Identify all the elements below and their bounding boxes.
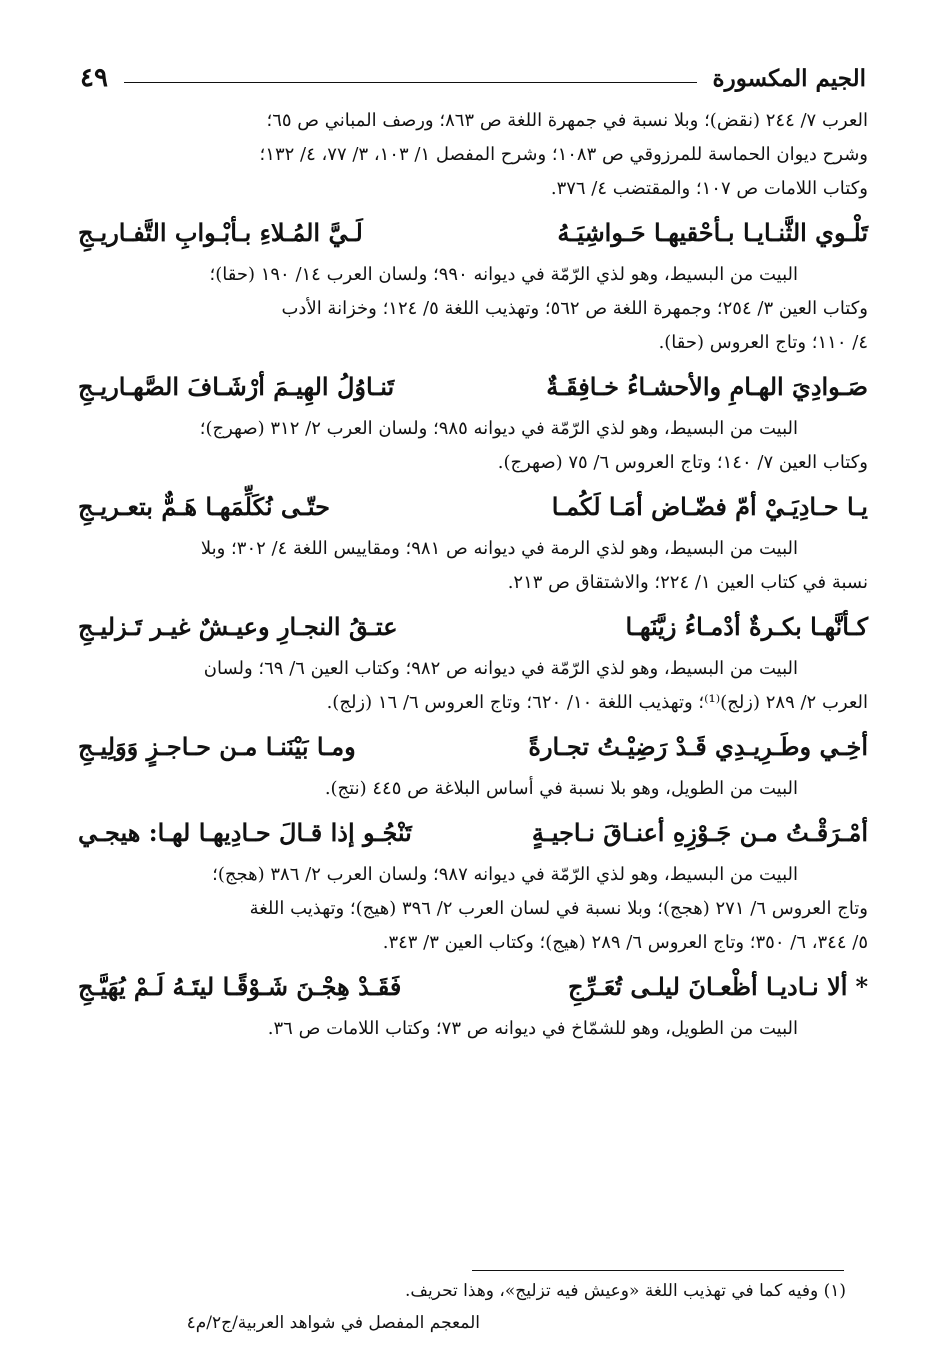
reference-line: البيت من الطويل، وهو للشمّاخ في ديوانه ص ٧٣؛ وكتاب اللامات ص ٣٦.	[267, 1018, 798, 1039]
verse-hemistich-second: لَـيَّ المُـلاءِ بـأبْـوابِ التَّفـاريـجِ	[78, 218, 363, 247]
page-signature: المعجم المفصل في شواهد العربية/ج٢/م٤	[186, 1313, 480, 1333]
verse-hemistich-second: فَقَـدْ هِجْـنَ شَـوْقًـا ليتَـهُ لَـمْ يُهَيَّـجِ	[78, 972, 402, 1001]
reference-paragraph	[78, 652, 868, 720]
verse-line	[78, 208, 868, 258]
reference-line: البيت من البسيط، وهو لذي الرّمّة في ديوانه ٩٨٥؛ ولسان العرب ٢/ ٣١٢ (صهرج)؛	[199, 418, 798, 439]
reference-paragraph	[78, 1012, 868, 1046]
header-rule	[124, 82, 697, 83]
verse-hemistich-second: حتّـى نُكَلِّمَهـا هَـمٌّ بتعـريـجِ	[78, 492, 330, 521]
verse-hemistich-second: تَنـاوُلُ الهِيـمَ أرْشَـافَ الصَّهـاريـجِ	[78, 372, 395, 401]
verse-hemistich-first: أمْـرَقْـتُ مـن جَـوْزِهِ أعنـاقَ نـاجيـةٍ	[531, 818, 868, 847]
reference-line: البيت من البسيط، وهو لذي الرّمّة في ديوانه ص ٩٨٢؛ وكتاب العين ٦/ ٦٩؛ ولسان	[203, 658, 798, 679]
reference-line: البيت من البسيط، وهو لذي الرمة في ديوانه ص ٩٨١؛ ومقاييس اللغة ٤/ ٣٠٢؛ وبلا	[200, 538, 798, 559]
reference-line: وكتاب العين ٧/ ١٤٠؛ وتاج العروس ٦/ ٧٥ (صهرج).	[497, 452, 868, 473]
verse-hemistich-first: صَـوادِيَ الهـامِ والأحشـاءُ خـافِقَـةٌ	[546, 372, 868, 401]
reference-line: وتاج العروس ٦/ ٢٧١ (هجج)؛ وبلا نسبة في لسان العرب ٢/ ٣٩٦ (هيج)؛ وتهذيب اللغة	[249, 898, 868, 919]
reference-line: البيت من الطويل، وهو بلا نسبة في أساس البلاغة ص ٤٤٥ (نتج).	[324, 778, 798, 799]
verse-hemistich-second: عتـقُ النجـارِ وعيـشٌ غيـر تَـزليـجِ	[78, 612, 398, 641]
verse-hemistich-first: يـا حـادِيَـيْ أمّ فضّـاض أمَـا لَكُمـا	[551, 492, 868, 521]
footnote-rule	[472, 1270, 844, 1271]
reference-paragraph	[78, 258, 868, 360]
verse-line	[78, 962, 868, 1012]
reference-paragraph	[78, 532, 868, 600]
reference-line: وشرح ديوان الحماسة للمرزوقي ص ١٠٨٣؛ وشرح المفصل ١/ ١٠٣، ٣/ ٧٧، ٤/ ١٣٢؛	[259, 144, 868, 165]
verse-line	[78, 482, 868, 532]
verse-hemistich-second: ومـا بَيْنَنـا مـن حـاجـزٍ وَوَلِيـجِ	[78, 732, 356, 761]
verse-line	[78, 722, 868, 772]
reference-line: ٥/ ٣٤٤، ٦/ ٣٥٠؛ وتاج العروس ٦/ ٢٨٩ (هيج)؛ وكتاب العين ٣/ ٣٤٣.	[382, 932, 868, 953]
page-number: ٤٩	[80, 63, 108, 93]
reference-paragraph	[78, 104, 868, 206]
verse-star-marker: *	[855, 972, 868, 1001]
verse-line	[78, 808, 868, 858]
verse-line	[78, 362, 868, 412]
reference-line: البيت من البسيط، وهو لذي الرّمّة في ديوانه ٩٩٠؛ ولسان العرب ١٤/ ١٩٠ (حقا)؛	[209, 264, 798, 285]
page-header	[80, 58, 866, 98]
verse-hemistich-first: تَلْـوي الثَّنـايـا بـأحْقيهـا حَـواشِيَـهُ	[557, 218, 868, 247]
reference-paragraph	[78, 412, 868, 480]
verse-hemistich-text: ألا نـاديـا أظْعـانَ ليلـى تُعَـرِّجِ	[568, 972, 848, 1001]
verse-hemistich-second: تَنْجُـو إذا قـالَ حـادِيهـا لهـا: هيجـي	[78, 818, 412, 847]
reference-line: العرب ٧/ ٢٤٤ (نقض)؛ وبلا نسبة في جمهرة اللغة ص ٨٦٣؛ ورصف المباني ص ٦٥؛	[266, 110, 868, 131]
reference-line: نسبة في كتاب العين ١/ ٢٢٤؛ والاشتقاق ص ٢١٣.	[507, 572, 868, 593]
footnote: (١) وفيه كما في تهذيب اللغة «وعيش فيه تزليج»، وهذا تحريف.	[404, 1281, 846, 1301]
chapter-title: الجيم المكسورة	[712, 64, 866, 92]
verse-line	[78, 602, 868, 652]
verse-hemistich-first: أخِـي وطَـرِيـدِي قَـدْ رَضِيْـتُ تجـارةً	[528, 732, 868, 761]
reference-line: البيت من البسيط، وهو لذي الرّمّة في ديوانه ٩٨٧؛ ولسان العرب ٢/ ٣٨٦ (هجج)؛	[212, 864, 798, 885]
reference-line: وكتاب العين ٣/ ٢٥٤؛ وجمهرة اللغة ص ٥٦٢؛ وتهذيب اللغة ٥/ ١٢٤؛ وخزانة الأدب	[281, 298, 868, 319]
reference-paragraph	[78, 772, 868, 806]
verse-hemistich-first	[568, 963, 868, 1011]
reference-line: وكتاب اللامات ص ١٠٧؛ والمقتضب ٤/ ٣٧٦.	[550, 178, 868, 199]
verse-hemistich-first: كـأنَّهـا بكـرةٌ أدْمـاءُ زيَّنَهـا	[625, 612, 868, 641]
reference-paragraph	[78, 858, 868, 960]
reference-line: العرب ٢/ ٢٨٩ (زلج)⁽¹⁾؛ وتهذيب اللغة ١٠/ ٦٢٠؛ وتاج العروس ٦/ ١٦ (زلج).	[326, 692, 868, 713]
reference-line: ٤/ ١١٠؛ وتاج العروس (حقا).	[658, 332, 868, 353]
page-body	[78, 104, 868, 1046]
